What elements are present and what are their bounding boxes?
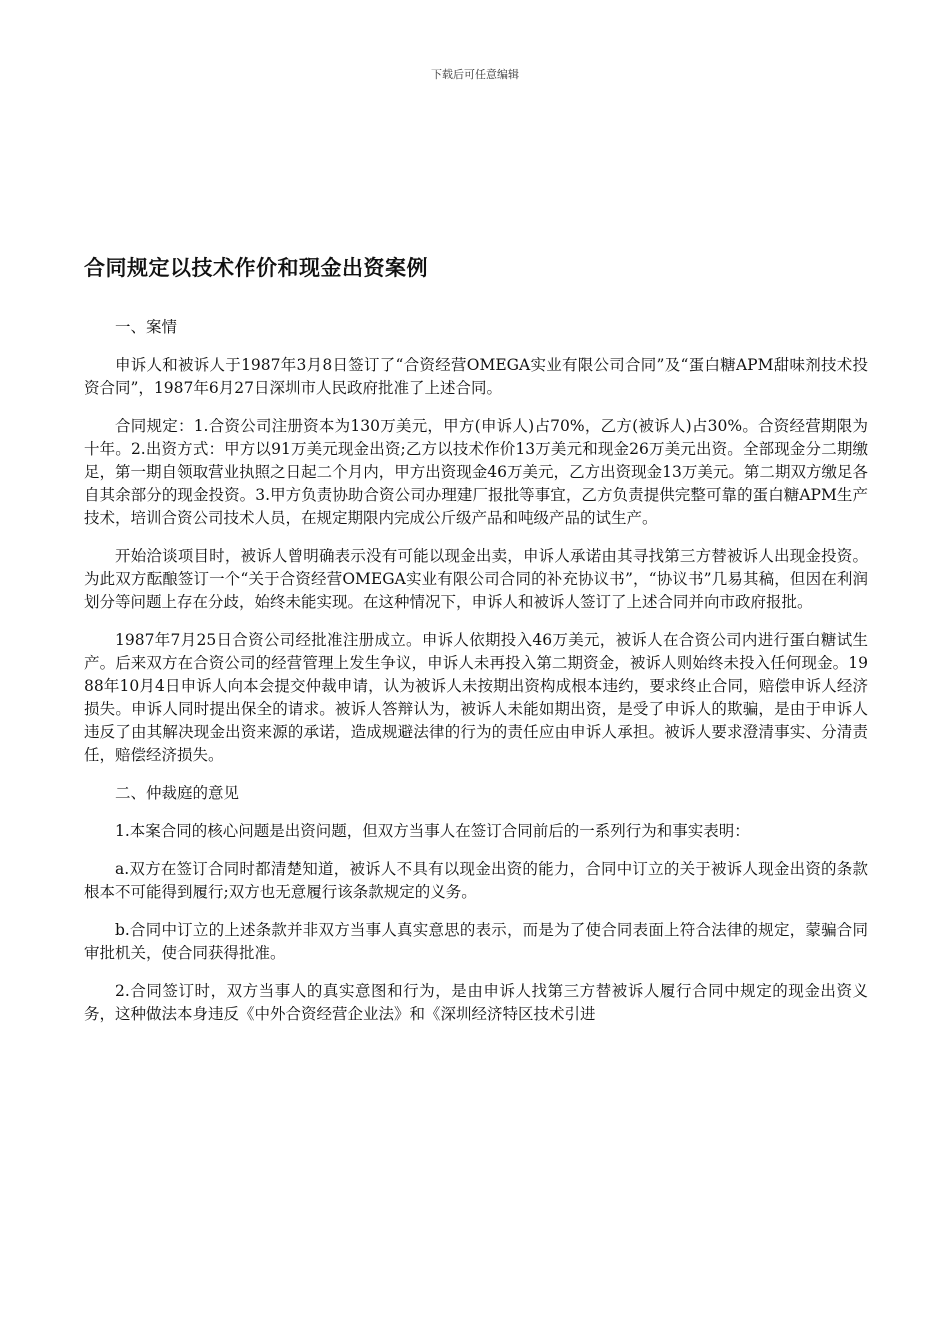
paragraph-opinion-1: 1.本案合同的核心问题是出资问题，但双方当事人在签订合同前后的一系列行为和事实表明： <box>115 822 750 840</box>
paragraph-opinion-2: 2.合同签订时，双方当事人的真实意图和行为，是由申诉人找第三方替被诉人履行合同中规定的现金出资义务，这种做法本身违反《中外合资经营企业法》和《深圳经济特区技术引进 <box>84 982 868 1023</box>
paragraph-case-3: 开始洽谈项目时，被诉人曾明确表示没有可能以现金出卖，申诉人承诺由其寻找第三方替被诉人出现金投资。为此双方酝酿签订一个“关于合资经营OMEGA实业有限公司合同的补充协议书”，“协议书”几易其稿，但因在利润划分等问题上存在分歧，始终未能实现。在这种情况下，申诉人和被诉人签订了上述合同并向市政府报批。 <box>84 547 868 611</box>
header-note: 下载后可任意编辑 <box>431 68 519 81</box>
paragraph-opinion-a: a.双方在签订合同时都清楚知道，被诉人不具有以现金出资的能力，合同中订立的关于被诉人现金出资的条款根本不可能得到履行;双方也无意履行该条款规定的义务。 <box>84 860 868 901</box>
document-title: 合同规定以技术作价和现金出资案例 <box>84 256 428 280</box>
paragraph-case-4: 1987年7月25日合资公司经批准注册成立。申诉人依期投入46万美元，被诉人在合资公司内进行蛋白糖试生产。后来双方在合资公司的经营管理上发生争议，申诉人未再投入第二期资金，被诉人则始终未投入任何现金。1988年10月4日申诉人向本会提交仲裁申请，认为被诉人未按期出资构成根本违约，要求终止合同，赔偿申诉人经济损失。申诉人同时提出保全的请求。被诉人答辩认为，被诉人未能如期出资，是受了申诉人的欺骗，是由于申诉人违反了由其解决现金出资来源的承诺，造成规避法律的行为的责任应由申诉人承担。被诉人要求澄清事实、分清责任，赔偿经济损失。 <box>84 631 868 764</box>
document-body <box>84 316 868 1041</box>
section-heading-opinion: 二、仲裁庭的意见 <box>115 784 240 802</box>
paragraph-case-1: 申诉人和被诉人于1987年3月8日签订了“合资经营OMEGA实业有限公司合同”及“蛋白糖APM甜味剂技术投资合同”，1987年6月27日深圳市人民政府批准了上述合同。 <box>84 356 869 397</box>
paragraph-case-2: 合同规定：1.合资公司注册资本为130万美元，甲方(申诉人)占70%，乙方(被诉人)占30%。合资经营期限为十年。2.出资方式：甲方以91万美元现金出资;乙方以技术作价13万美元和现金26万美元出资。全部现金分二期缴足，第一期自领取营业执照之日起二个月内，甲方出资现金46万美元，乙方出资现金13万美元。第二期双方缴足各自其余部分的现金投资。3.甲方负责协助合资公司办理建厂报批等事宜，乙方负责提供完整可靠的蛋白糖APM生产技术，培训合资公司技术人员，在规定期限内完成公斤级产品和吨级产品的试生产。 <box>84 417 868 527</box>
paragraph-opinion-b: b.合同中订立的上述条款并非双方当事人真实意思的表示，而是为了使合同表面上符合法律的规定，蒙骗合同审批机关，使合同获得批准。 <box>84 921 868 962</box>
section-heading-case: 一、案情 <box>115 318 178 336</box>
